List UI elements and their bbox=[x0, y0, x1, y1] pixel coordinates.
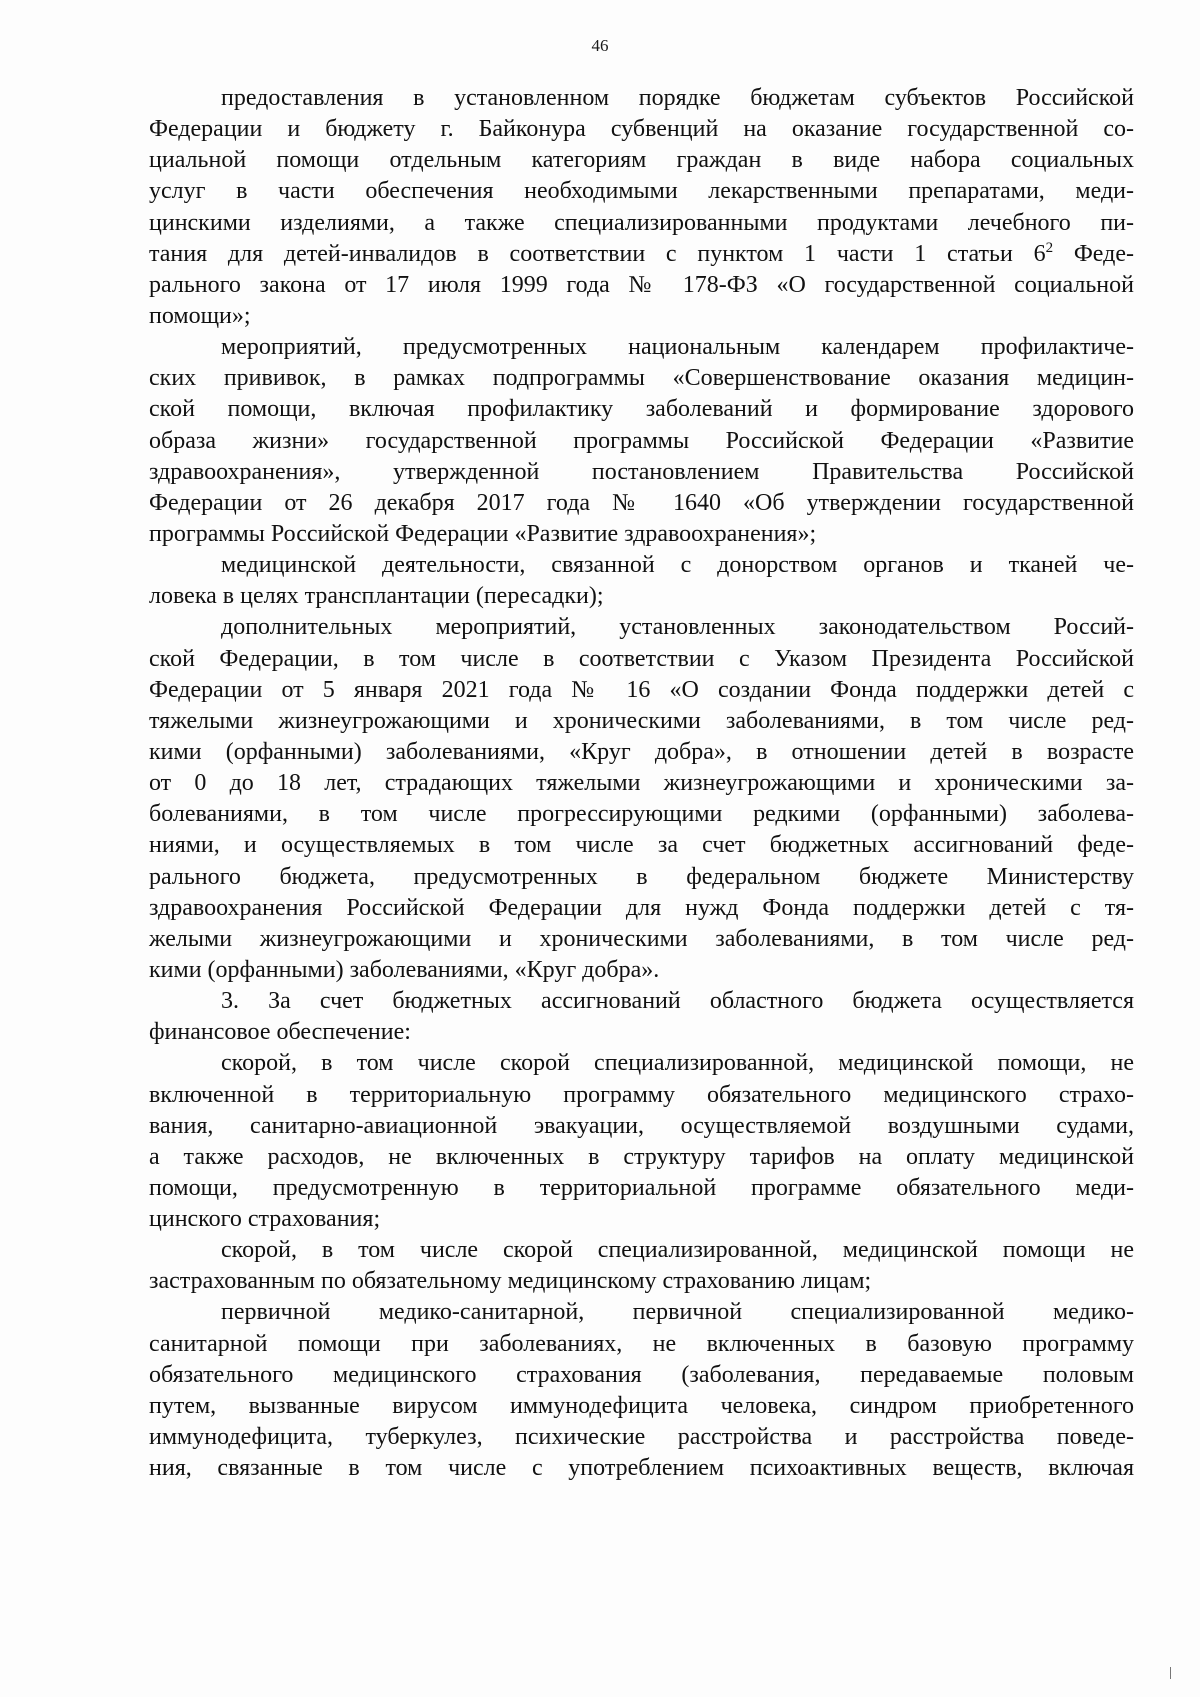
text-line: включенной в территориальную программу обязательного медицинского страхо- bbox=[149, 1081, 1134, 1108]
text-line: мероприятий, предусмотренных национальным календарем профилактиче- bbox=[221, 334, 1134, 361]
text-line: обязательного медицинского страхования (заболевания, передаваемые половым bbox=[149, 1361, 1134, 1388]
text-line: помощи»; bbox=[149, 302, 251, 329]
text-line: скорой, в том числе скорой специализированной, медицинской помощи, не bbox=[221, 1050, 1134, 1077]
text-line: здравоохранения Российской Федерации для нужд Фонда поддержки детей с тя- bbox=[149, 894, 1134, 921]
text-line: Федерации от 26 декабря 2017 года № 1640 «Об утверждении государственной bbox=[149, 489, 1134, 516]
text-line: помощи, предусмотренную в территориальной программе обязательного меди- bbox=[149, 1174, 1134, 1201]
text-line: цинского страхования; bbox=[149, 1206, 381, 1233]
text-line: рального бюджета, предусмотренных в федеральном бюджете Министерству bbox=[149, 863, 1134, 890]
paragraph-8 bbox=[149, 1297, 1134, 1484]
text-line: иммунодефицита, туберкулез, психические расстройства и расстройства поведе- bbox=[149, 1424, 1134, 1451]
superscript: 2 bbox=[1045, 239, 1054, 256]
text-line: вания, санитарно-авиационной эвакуации, осуществляемой воздушными судами, bbox=[149, 1112, 1134, 1139]
text-line: желыми жизнеугрожающими и хроническими заболеваниями, в том числе ред- bbox=[149, 925, 1134, 952]
paragraph-2 bbox=[149, 332, 1134, 550]
text-line: рального закона от 17 июля 1999 года № 178-ФЗ «О государственной социальной bbox=[149, 271, 1134, 298]
text-line: ниями, и осуществляемых в том числе за счет бюджетных ассигнований феде- bbox=[149, 832, 1134, 859]
text-line-with-superscript bbox=[149, 239, 1134, 270]
text-line: скорой, в том числе скорой специализированной, медицинской помощи не bbox=[221, 1237, 1134, 1264]
text-line: застрахованным по обязательному медицинскому страхованию лицам; bbox=[149, 1268, 872, 1295]
text-line: кими (орфанными) заболеваниями, «Круг добра», в отношении детей в возрасте bbox=[149, 738, 1134, 765]
text-line: программы Российской Федерации «Развитие здравоохранения»; bbox=[149, 520, 817, 547]
text-line: ния, связанные в том числе с употреблением психоактивных веществ, включая bbox=[149, 1455, 1134, 1482]
text-line: образа жизни» государственной программы Российской Федерации «Развитие bbox=[149, 427, 1134, 454]
text-line: от 0 до 18 лет, страдающих тяжелыми жизнеугрожающими и хроническими за- bbox=[149, 770, 1134, 797]
paragraph-7 bbox=[149, 1235, 1134, 1297]
text-line: болеваниями, в том числе прогрессирующими редкими (орфанными) заболева- bbox=[149, 801, 1134, 828]
text-line: кими (орфанными) заболеваниями, «Круг добра». bbox=[149, 956, 660, 983]
text-line: ских прививок, в рамках подпрограммы «Совершенствование оказания медицин- bbox=[149, 365, 1134, 392]
text-line: ской помощи, включая профилактику заболеваний и формирование здорового bbox=[149, 396, 1134, 423]
text-line: дополнительных мероприятий, установленных законодательством Россий- bbox=[221, 614, 1134, 641]
text-line: Федерации от 5 января 2021 года № 16 «О создании Фонда поддержки детей с bbox=[149, 676, 1134, 703]
text-line: услуг в части обеспечения необходимыми лекарственными препаратами, меди- bbox=[149, 178, 1134, 205]
text-line: санитарной помощи при заболеваниях, не включенных в базовую программу bbox=[149, 1330, 1134, 1357]
text-line: Федерации и бюджету г. Байконура субвенций на оказание государственной со- bbox=[149, 116, 1134, 143]
document-body bbox=[149, 83, 1134, 1484]
page-number: 46 bbox=[591, 36, 609, 55]
text-line: а также расходов, не включенных в структуру тарифов на оплату медицинской bbox=[149, 1143, 1134, 1170]
text-line: цинскими изделиями, а также специализированными продуктами лечебного пи- bbox=[149, 209, 1134, 236]
text-line: ловека в целях трансплантации (пересадки); bbox=[149, 583, 604, 610]
paragraph-3 bbox=[149, 550, 1134, 612]
paragraph-4 bbox=[149, 612, 1134, 986]
text-line: медицинской деятельности, связанной с донорством органов и тканей че- bbox=[221, 552, 1134, 579]
paragraph-5 bbox=[149, 986, 1134, 1048]
paragraph-6 bbox=[149, 1048, 1134, 1235]
text-line: предоставления в установленном порядке бюджетам субъектов Российской bbox=[221, 85, 1134, 111]
text-line: циальной помощи отдельным категориям граждан в виде набора социальных bbox=[149, 147, 1134, 174]
text-fragment: Феде- bbox=[1053, 240, 1134, 267]
text-line: первичной медико-санитарной, первичной специализированной медико- bbox=[221, 1299, 1134, 1326]
text-fragment: тания для детей-инвалидов в соответствии с пунктом 1 части 1 статьи 6 bbox=[149, 240, 1046, 267]
text-line: 3. За счет бюджетных ассигнований областного бюджета осуществляется bbox=[221, 988, 1134, 1015]
paragraph-1 bbox=[149, 83, 1134, 332]
text-line: путем, вызванные вирусом иммунодефицита человека, синдром приобретенного bbox=[149, 1392, 1134, 1419]
text-line: ской Федерации, в том числе в соответствии с Указом Президента Российской bbox=[149, 645, 1134, 672]
text-line: здравоохранения», утвержденной постановлением Правительства Российской bbox=[149, 458, 1134, 485]
scan-margin-mark bbox=[1170, 1667, 1171, 1679]
text-line: финансовое обеспечение: bbox=[149, 1019, 411, 1046]
text-line: тяжелыми жизнеугрожающими и хроническими заболеваниями, в том числе ред- bbox=[149, 707, 1134, 734]
